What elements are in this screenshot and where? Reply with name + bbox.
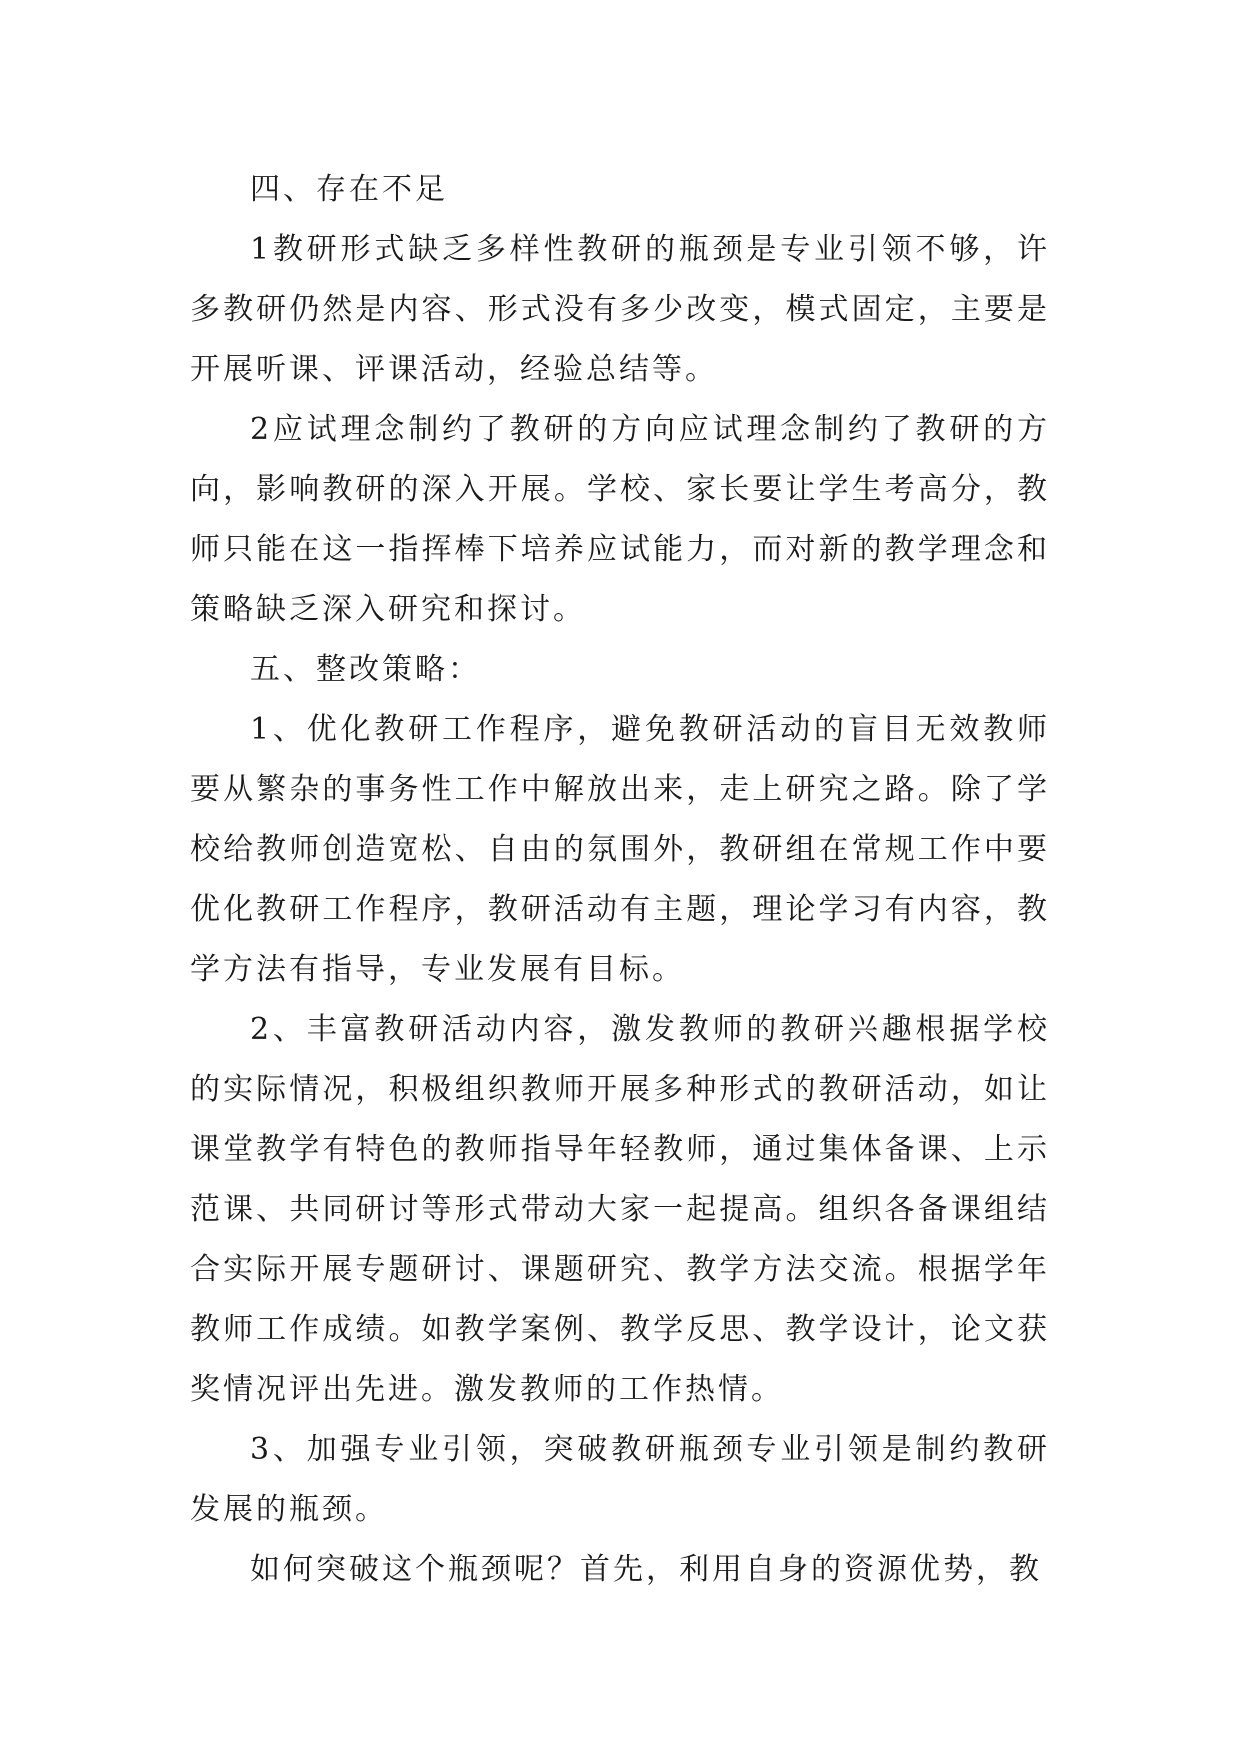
- section-heading-shortcomings: 四、存在不足: [250, 172, 448, 207]
- paragraph-strategy-2: 2、丰富教研活动内容，激发教师的教研兴趣根据学校的实际情况，积极组织教师开展多种形式的教研活动，如让课堂教学有特色的教师指导年轻教师，通过集体备课、上示范课、共同研讨等形式带动大家一起提高。组织各备课组结合实际开展专题研讨、课题研究、教学方法交流。根据学年教师工作成绩。如教学案例、教学反思、教学设计，论文获奖情况评出先进。激发教师的工作热情。: [190, 1012, 1050, 1407]
- section-heading-strategies: 五、整改策略：: [250, 652, 481, 687]
- paragraph-shortcoming-1: 1教研形式缺乏多样性教研的瓶颈是专业引领不够，许多教研仍然是内容、形式没有多少改变，模式固定，主要是开展听课、评课活动，经验总结等。: [190, 232, 1050, 387]
- paragraph-strategy-3: 3、加强专业引领，突破教研瓶颈专业引领是制约教研发展的瓶颈。: [190, 1432, 1050, 1527]
- paragraph-shortcoming-2: 2应试理念制约了教研的方向应试理念制约了教研的方向，影响教研的深入开展。学校、家长要让学生考高分，教师只能在这一指挥棒下培养应试能力，而对新的教学理念和策略缺乏深入研究和探讨。: [190, 412, 1050, 627]
- paragraph-strategy-1: 1、优化教研工作程序，避免教研活动的盲目无效教师要从繁杂的事务性工作中解放出来，走上研究之路。除了学校给教师创造宽松、自由的氛围外，教研组在常规工作中要优化教研工作程序，教研活动有主题，理论学习有内容，教学方法有指导，专业发展有目标。: [190, 712, 1050, 987]
- document-body: [190, 160, 1050, 1600]
- paragraph-continuation: 如何突破这个瓶颈呢？首先，利用自身的资源优势，教: [250, 1552, 1042, 1587]
